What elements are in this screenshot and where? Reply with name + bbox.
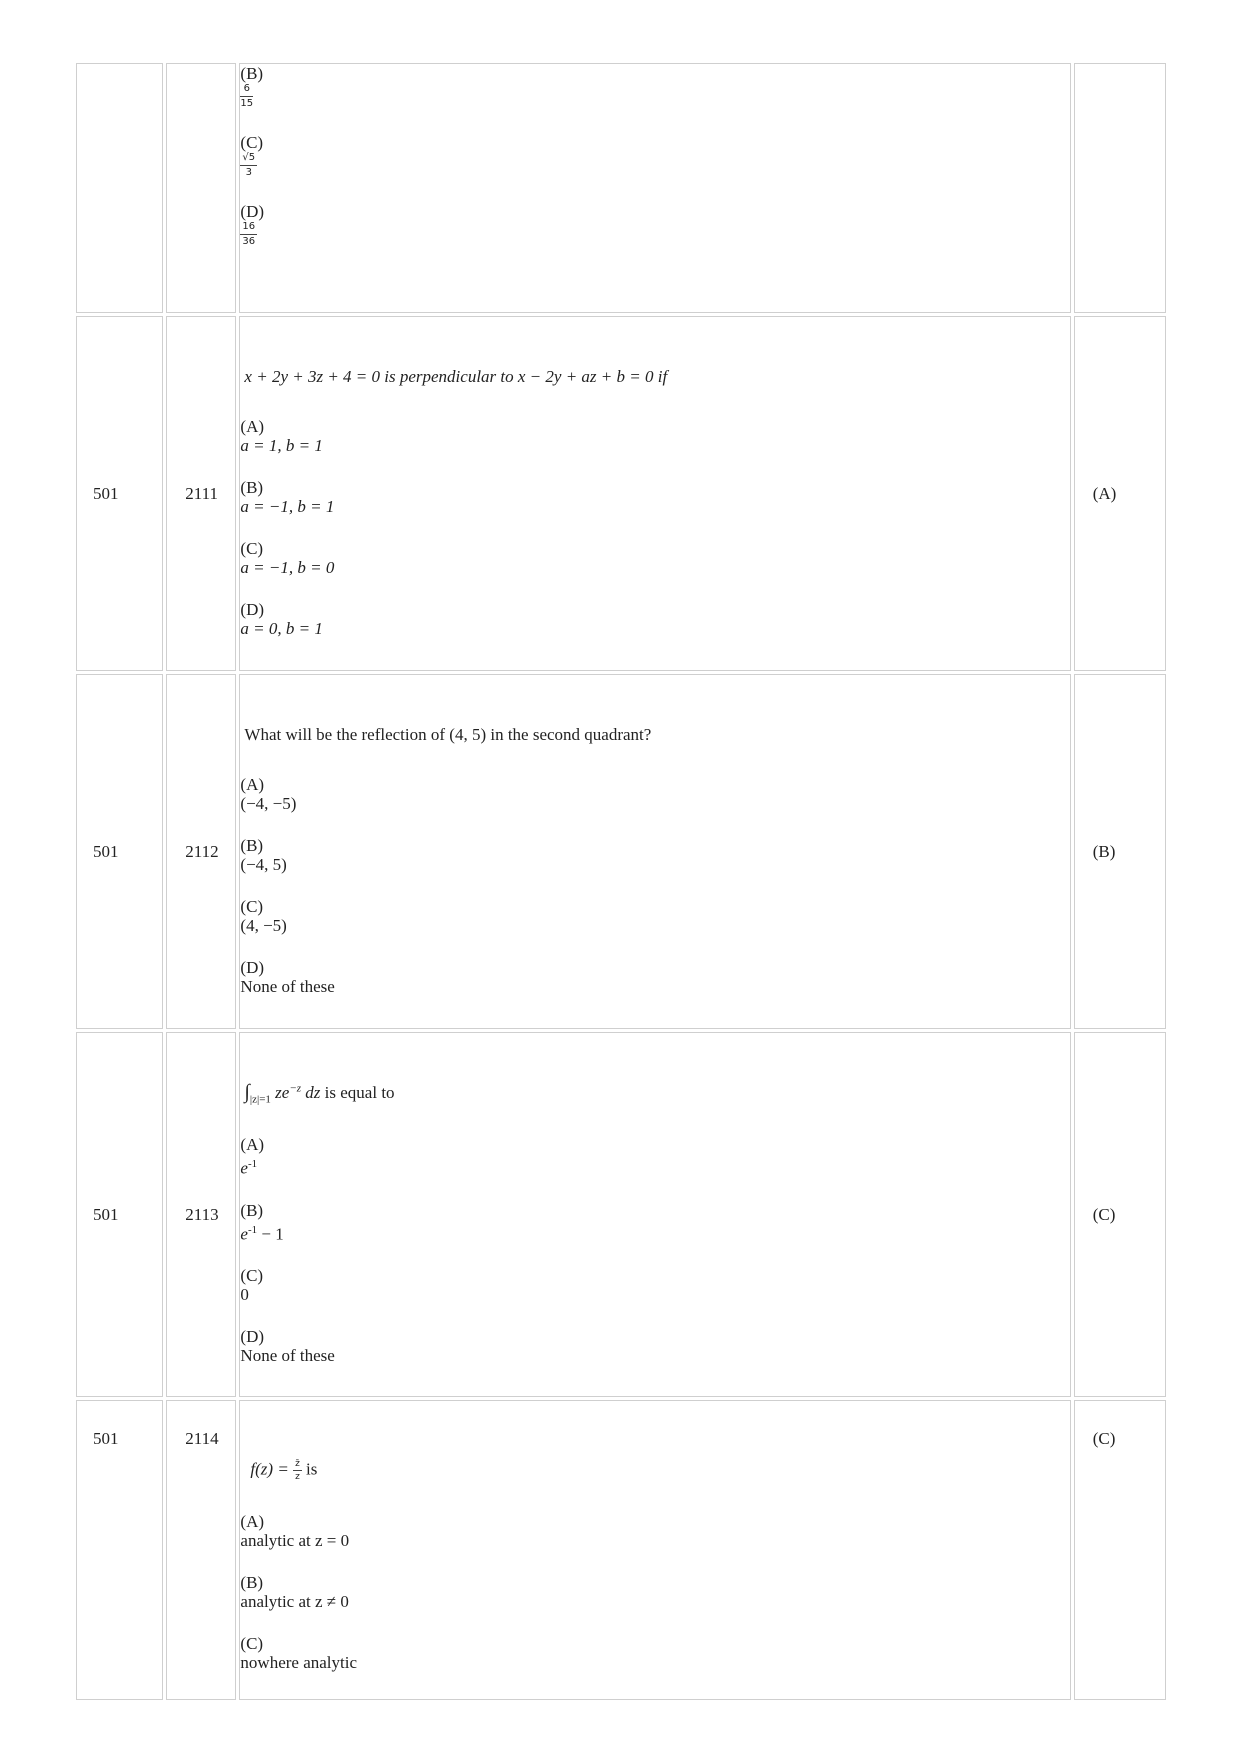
integral-bound: |z|=1: [249, 1093, 271, 1106]
function-label: f(z) =: [250, 1459, 289, 1479]
question-number-cell: 2111: [166, 316, 236, 671]
option-value: (−4, −5): [240, 793, 297, 813]
integrand-exponent: −z: [289, 1081, 302, 1094]
fraction-numerator: √5: [240, 152, 257, 166]
option-exponent: -1: [247, 1223, 258, 1236]
option-label: (B): [240, 1200, 264, 1220]
option-value: a = −1, b = 0: [240, 557, 335, 577]
option-a: [240, 1512, 1069, 1551]
question-number-cell: 2113: [166, 1032, 236, 1397]
option-fraction: [240, 83, 253, 110]
answer-cell: (A): [1074, 316, 1166, 671]
option-a: [240, 417, 1069, 456]
option-c: [240, 133, 1069, 180]
option-label: (B): [240, 1573, 264, 1592]
answer-cell: [1074, 63, 1166, 313]
fraction-numerator: 6: [240, 83, 253, 97]
option-fraction: [240, 152, 257, 179]
option-tail: − 1: [257, 1224, 284, 1244]
stem-tail: is equal to: [324, 1082, 395, 1102]
option-label: (B): [240, 64, 264, 83]
question-cell: [239, 316, 1070, 671]
option-label: (B): [240, 477, 264, 497]
question-stem: [250, 1459, 1069, 1482]
table-row-continued: [76, 63, 1166, 313]
option-c: [240, 1634, 1069, 1673]
question-stem: What will be the reflection of (4, 5) in the second quadrant?: [244, 724, 652, 744]
subject-cell: 501: [76, 316, 163, 671]
question-number-cell: 2112: [166, 674, 236, 1029]
answer-cell: (B): [1074, 674, 1166, 1029]
option-value: analytic at z = 0: [240, 1531, 350, 1550]
fraction-numerator: 16: [240, 221, 257, 235]
option-label: (D): [240, 957, 265, 977]
option-value: a = 1, b = 1: [240, 435, 323, 455]
option-label: (A): [240, 1135, 265, 1155]
option-value: (−4, 5): [240, 854, 287, 874]
option-value: e: [240, 1158, 248, 1178]
question-cell: [239, 1400, 1070, 1700]
option-b: [240, 1201, 1069, 1245]
fraction-denominator: z: [295, 1472, 300, 1482]
option-d: [240, 202, 1069, 249]
table-row: [76, 1400, 1166, 1700]
table-row: [76, 1032, 1166, 1397]
option-label: (D): [240, 1327, 265, 1347]
subject-cell: 501: [76, 1032, 163, 1397]
option-value: None of these: [240, 1346, 335, 1366]
option-exponent: -1: [247, 1158, 258, 1171]
option-value: a = 0, b = 1: [240, 618, 323, 638]
integral-differential: dz: [305, 1082, 321, 1102]
integral-sign: ∫: [244, 1080, 250, 1103]
option-label: (A): [240, 774, 265, 794]
option-label: (B): [240, 835, 264, 855]
option-value: a = −1, b = 1: [240, 496, 335, 516]
option-value: nowhere analytic: [240, 1653, 358, 1672]
answer-cell: (C): [1074, 1400, 1166, 1700]
table-row: [76, 674, 1166, 1029]
question-stem: x + 2y + 3z + 4 = 0 is perpendicular to x − 2y + az + b = 0 if: [244, 366, 668, 386]
option-value: 0: [240, 1285, 249, 1305]
option-value: e: [240, 1224, 248, 1244]
option-b: [240, 478, 1069, 517]
option-label: (C): [240, 896, 264, 916]
option-b: [240, 836, 1069, 875]
option-d: [240, 1327, 1069, 1366]
option-label: (D): [240, 599, 265, 619]
option-d: [240, 600, 1069, 639]
option-label: (C): [240, 1634, 264, 1653]
option-label: (A): [240, 1512, 265, 1531]
fraction-numerator: z̄: [295, 1459, 300, 1469]
option-value: (4, −5): [240, 915, 287, 935]
question-cell: [239, 63, 1070, 313]
subject-cell: 501: [76, 1400, 163, 1700]
option-c: [240, 539, 1069, 578]
option-b: [240, 1573, 1069, 1612]
option-label: (C): [240, 133, 264, 152]
question-cell: [239, 674, 1070, 1029]
option-c: [240, 1266, 1069, 1305]
question-number-cell: [166, 63, 236, 313]
option-a: [240, 775, 1069, 814]
table-row: [76, 316, 1166, 671]
subject-cell: 501: [76, 674, 163, 1029]
question-stem: [244, 1081, 1069, 1105]
stem-fraction: [293, 1459, 302, 1482]
option-label: (A): [240, 416, 265, 436]
option-fraction: [240, 221, 257, 248]
answer-cell: (C): [1074, 1032, 1166, 1397]
fraction-denominator: 15: [240, 98, 254, 109]
option-d: [240, 958, 1069, 997]
option-label: (C): [240, 1266, 264, 1286]
option-a: [240, 1135, 1069, 1179]
fraction-denominator: 3: [245, 167, 252, 178]
option-b: [240, 64, 1069, 111]
integrand: ze: [275, 1082, 290, 1102]
question-cell: [239, 1032, 1070, 1397]
subject-cell: [76, 63, 163, 313]
option-c: [240, 897, 1069, 936]
question-table-page: [73, 60, 1169, 1703]
option-value: None of these: [240, 976, 335, 996]
option-label: (D): [240, 202, 265, 221]
stem-tail: is: [306, 1459, 318, 1479]
option-label: (C): [240, 538, 264, 558]
question-table: [73, 60, 1169, 1703]
question-number-cell: 2114: [166, 1400, 236, 1700]
option-value: analytic at z ≠ 0: [240, 1592, 349, 1611]
fraction-denominator: 36: [242, 236, 256, 247]
